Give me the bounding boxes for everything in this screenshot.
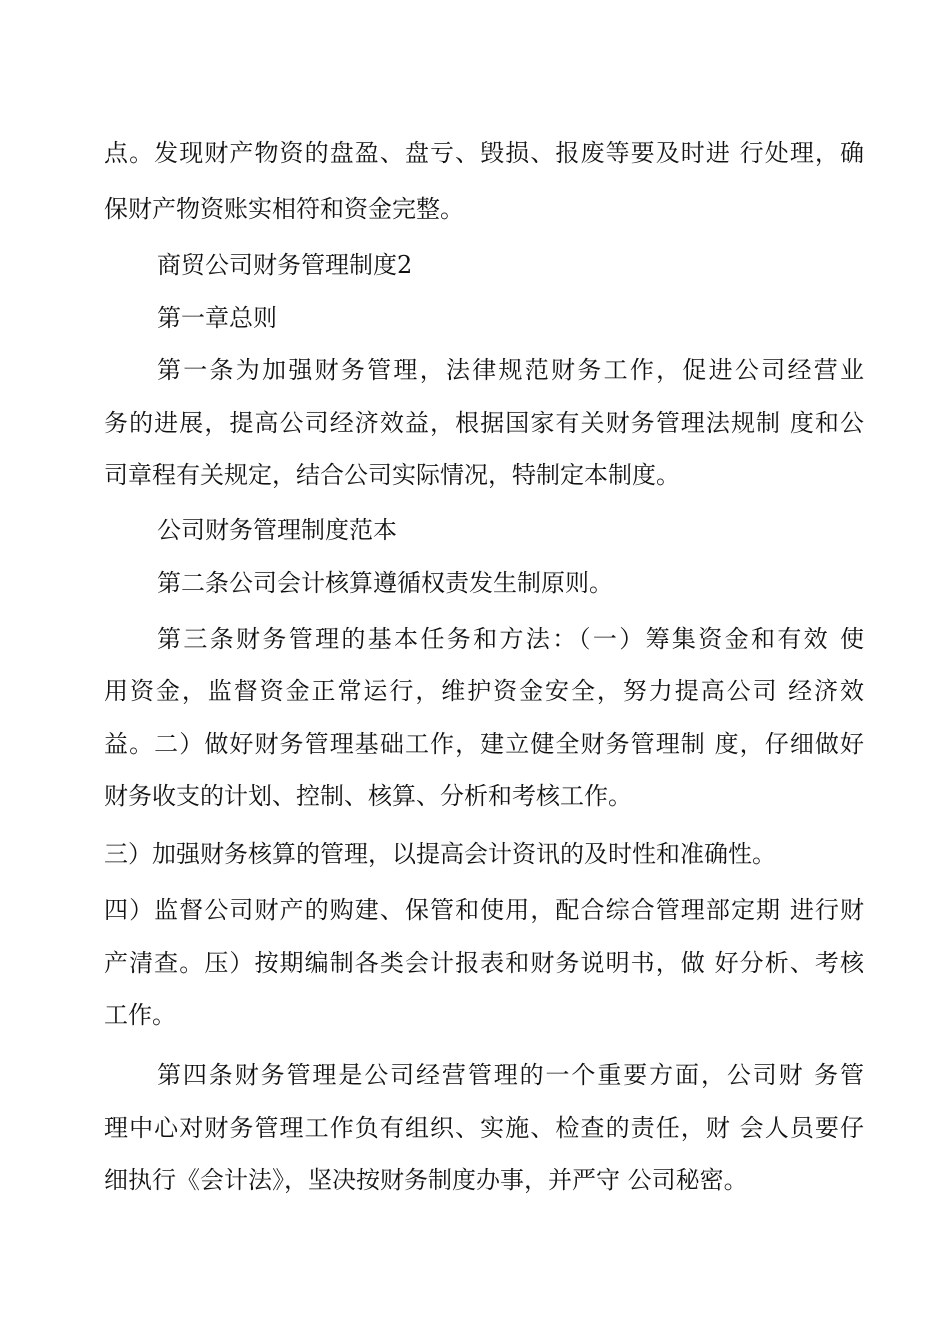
text-line: 用资金，监督资金正常运行，维护资金安全，努力提高公司 经济效 bbox=[104, 677, 864, 705]
chapter-heading: 第一章总则 bbox=[157, 304, 277, 332]
text-line: 细执行《会计法》，坚决按财务制度办事，并严守 公司秘密。 bbox=[104, 1166, 748, 1194]
text-line: 三）加强财务核算的管理，以提高会计资讯的及时性和准确性。 bbox=[104, 840, 776, 868]
text-line: 财务收支的计划、控制、核算、分析和考核工作。 bbox=[104, 782, 632, 810]
section-title: 公司财务管理制度范本 bbox=[157, 516, 397, 544]
text-line: 理中心对财务管理工作负有组织、实施、检查的责任，财 会人员要仔 bbox=[104, 1114, 864, 1142]
text-line: 工作。 bbox=[104, 1001, 176, 1029]
text-line: 第四条财务管理是公司经营管理的一个重要方面，公司财 务管 bbox=[157, 1061, 864, 1089]
text-line: 务的进展，提高公司经济效益，根据国家有关财务管理法规制 度和公 bbox=[104, 409, 864, 437]
text-line: 第一条为加强财务管理，法律规范财务工作，促进公司经营业 bbox=[157, 356, 864, 384]
text-line: 四）监督公司财产的购建、保管和使用，配合综合管理部定期 进行财 bbox=[104, 896, 864, 924]
text-line: 保财产物资账实相符和资金完整。 bbox=[104, 195, 464, 223]
text-line: 第二条公司会计核算遵循权责发生制原则。 bbox=[157, 569, 613, 597]
text-line: 点。发现财产物资的盘盈、盘亏、毁损、报废等要及时进 行处理，确 bbox=[104, 139, 864, 167]
text-line: 第三条财务管理的基本任务和方法：（一）筹集资金和有效 使 bbox=[157, 625, 864, 653]
text-line: 益。二）做好财务管理基础工作，建立健全财务管理制 度，仔细做好 bbox=[104, 730, 864, 758]
text-line: 司章程有关规定，结合公司实际情况，特制定本制度。 bbox=[104, 461, 680, 489]
text-line: 产清查。压）按期编制各类会计报表和财务说明书，做 好分析、考核 bbox=[104, 949, 864, 977]
section-title: 商贸公司财务管理制度2 bbox=[157, 251, 413, 279]
